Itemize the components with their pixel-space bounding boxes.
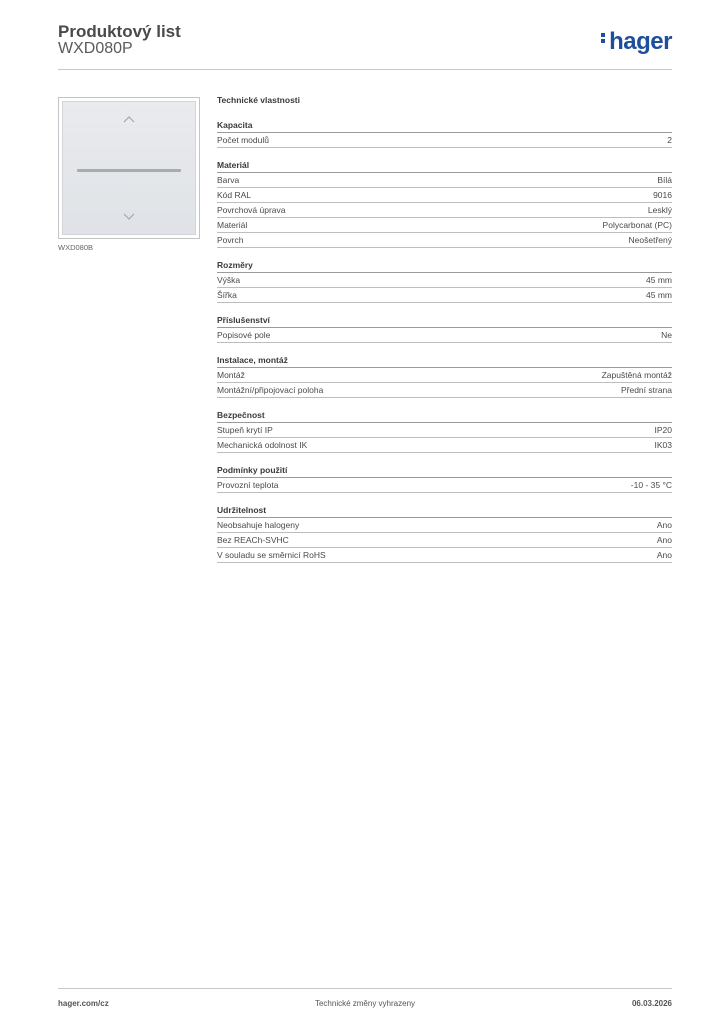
property-row: [217, 478, 672, 493]
property-value: 45 mm: [646, 275, 672, 285]
property-label: Kód RAL: [217, 190, 252, 200]
document-title: Produktový list: [58, 22, 181, 41]
property-row: [217, 423, 672, 438]
property-value: 9016: [653, 190, 672, 200]
chevron-down-icon: [123, 210, 135, 222]
property-label: Montážní/připojovací poloha: [217, 385, 324, 395]
product-image-frame: [58, 97, 200, 239]
property-row: [217, 188, 672, 203]
property-value: Přední strana: [620, 385, 672, 395]
property-value: 45 mm: [646, 290, 672, 300]
logo-dots-icon: [601, 31, 606, 45]
property-value: Zapuštěná montáž: [601, 370, 672, 380]
property-section: [217, 119, 672, 148]
property-row: [217, 273, 672, 288]
section-title: Podmínky použití: [217, 464, 672, 478]
property-value: Neošetřený: [628, 235, 672, 245]
technical-properties: [217, 92, 672, 574]
property-label: Materiál: [217, 220, 248, 230]
property-label: Povrch: [217, 235, 244, 245]
property-section: [217, 314, 672, 343]
property-label: Popisové pole: [217, 330, 271, 340]
hager-logo: [601, 28, 672, 56]
property-label: Mechanická odolnost IK: [217, 440, 308, 450]
footer-notice: Technické změny vyhrazeny: [314, 999, 416, 1008]
section-title: Rozměry: [217, 259, 672, 273]
property-value: Polycarbonat (PC): [602, 220, 672, 230]
property-section: [217, 504, 672, 563]
property-label: Bez REACh-SVHC: [217, 535, 289, 545]
section-title: Bezpečnost: [217, 409, 672, 423]
property-label: Výška: [217, 275, 241, 285]
property-section: [217, 409, 672, 453]
property-value: Ano: [656, 550, 672, 560]
property-row: [217, 203, 672, 218]
property-label: V souladu se směrnicí RoHS: [217, 550, 326, 560]
section-title: Udržitelnost: [217, 504, 672, 518]
footer-date: 06.03.2026: [631, 999, 672, 1008]
property-section: [217, 259, 672, 303]
property-value: Ano: [656, 535, 672, 545]
property-label: Stupeň krytí IP: [217, 425, 273, 435]
product-code: WXD080P: [58, 40, 133, 57]
property-sections: [217, 119, 672, 563]
properties-title: Technické vlastnosti: [217, 95, 300, 105]
property-row: [217, 533, 672, 548]
property-label: Neobsahuje halogeny: [217, 520, 300, 530]
product-image: [62, 101, 196, 235]
property-row: [217, 548, 672, 563]
property-row: [217, 438, 672, 453]
property-row: [217, 173, 672, 188]
property-section: [217, 354, 672, 398]
property-row: [217, 288, 672, 303]
footer-website: hager.com/cz: [58, 999, 109, 1008]
property-value: Ano: [656, 520, 672, 530]
page-footer: [58, 988, 672, 1015]
property-value: -10 - 35 °C: [630, 480, 672, 490]
property-value: 2: [667, 135, 672, 145]
property-value: Bílá: [657, 175, 672, 185]
product-image-caption: WXD080B: [58, 243, 94, 252]
property-label: Barva: [217, 175, 240, 185]
property-label: Provozní teplota: [217, 480, 279, 490]
rocker-bar: [77, 169, 181, 172]
property-value: Ne: [661, 330, 672, 340]
chevron-up-icon: [123, 114, 135, 126]
property-row: [217, 368, 672, 383]
property-value: Lesklý: [647, 205, 672, 215]
property-value: IK03: [654, 440, 672, 450]
property-label: Počet modulů: [217, 135, 269, 145]
property-section: [217, 464, 672, 493]
property-row: [217, 383, 672, 398]
property-label: Šířka: [217, 290, 237, 300]
property-row: [217, 233, 672, 248]
property-section: [217, 159, 672, 248]
section-title: Materiál: [217, 159, 672, 173]
section-title: Kapacita: [217, 119, 672, 133]
section-title: Instalace, montáž: [217, 354, 672, 368]
property-row: [217, 328, 672, 343]
logo-text: hager: [609, 28, 672, 55]
section-title: Příslušenství: [217, 314, 672, 328]
property-value: IP20: [654, 425, 672, 435]
property-label: Povrchová úprava: [217, 205, 286, 215]
property-label: Montáž: [217, 370, 245, 380]
property-row: [217, 518, 672, 533]
property-row: [217, 133, 672, 148]
page-header: [58, 20, 672, 70]
property-row: [217, 218, 672, 233]
